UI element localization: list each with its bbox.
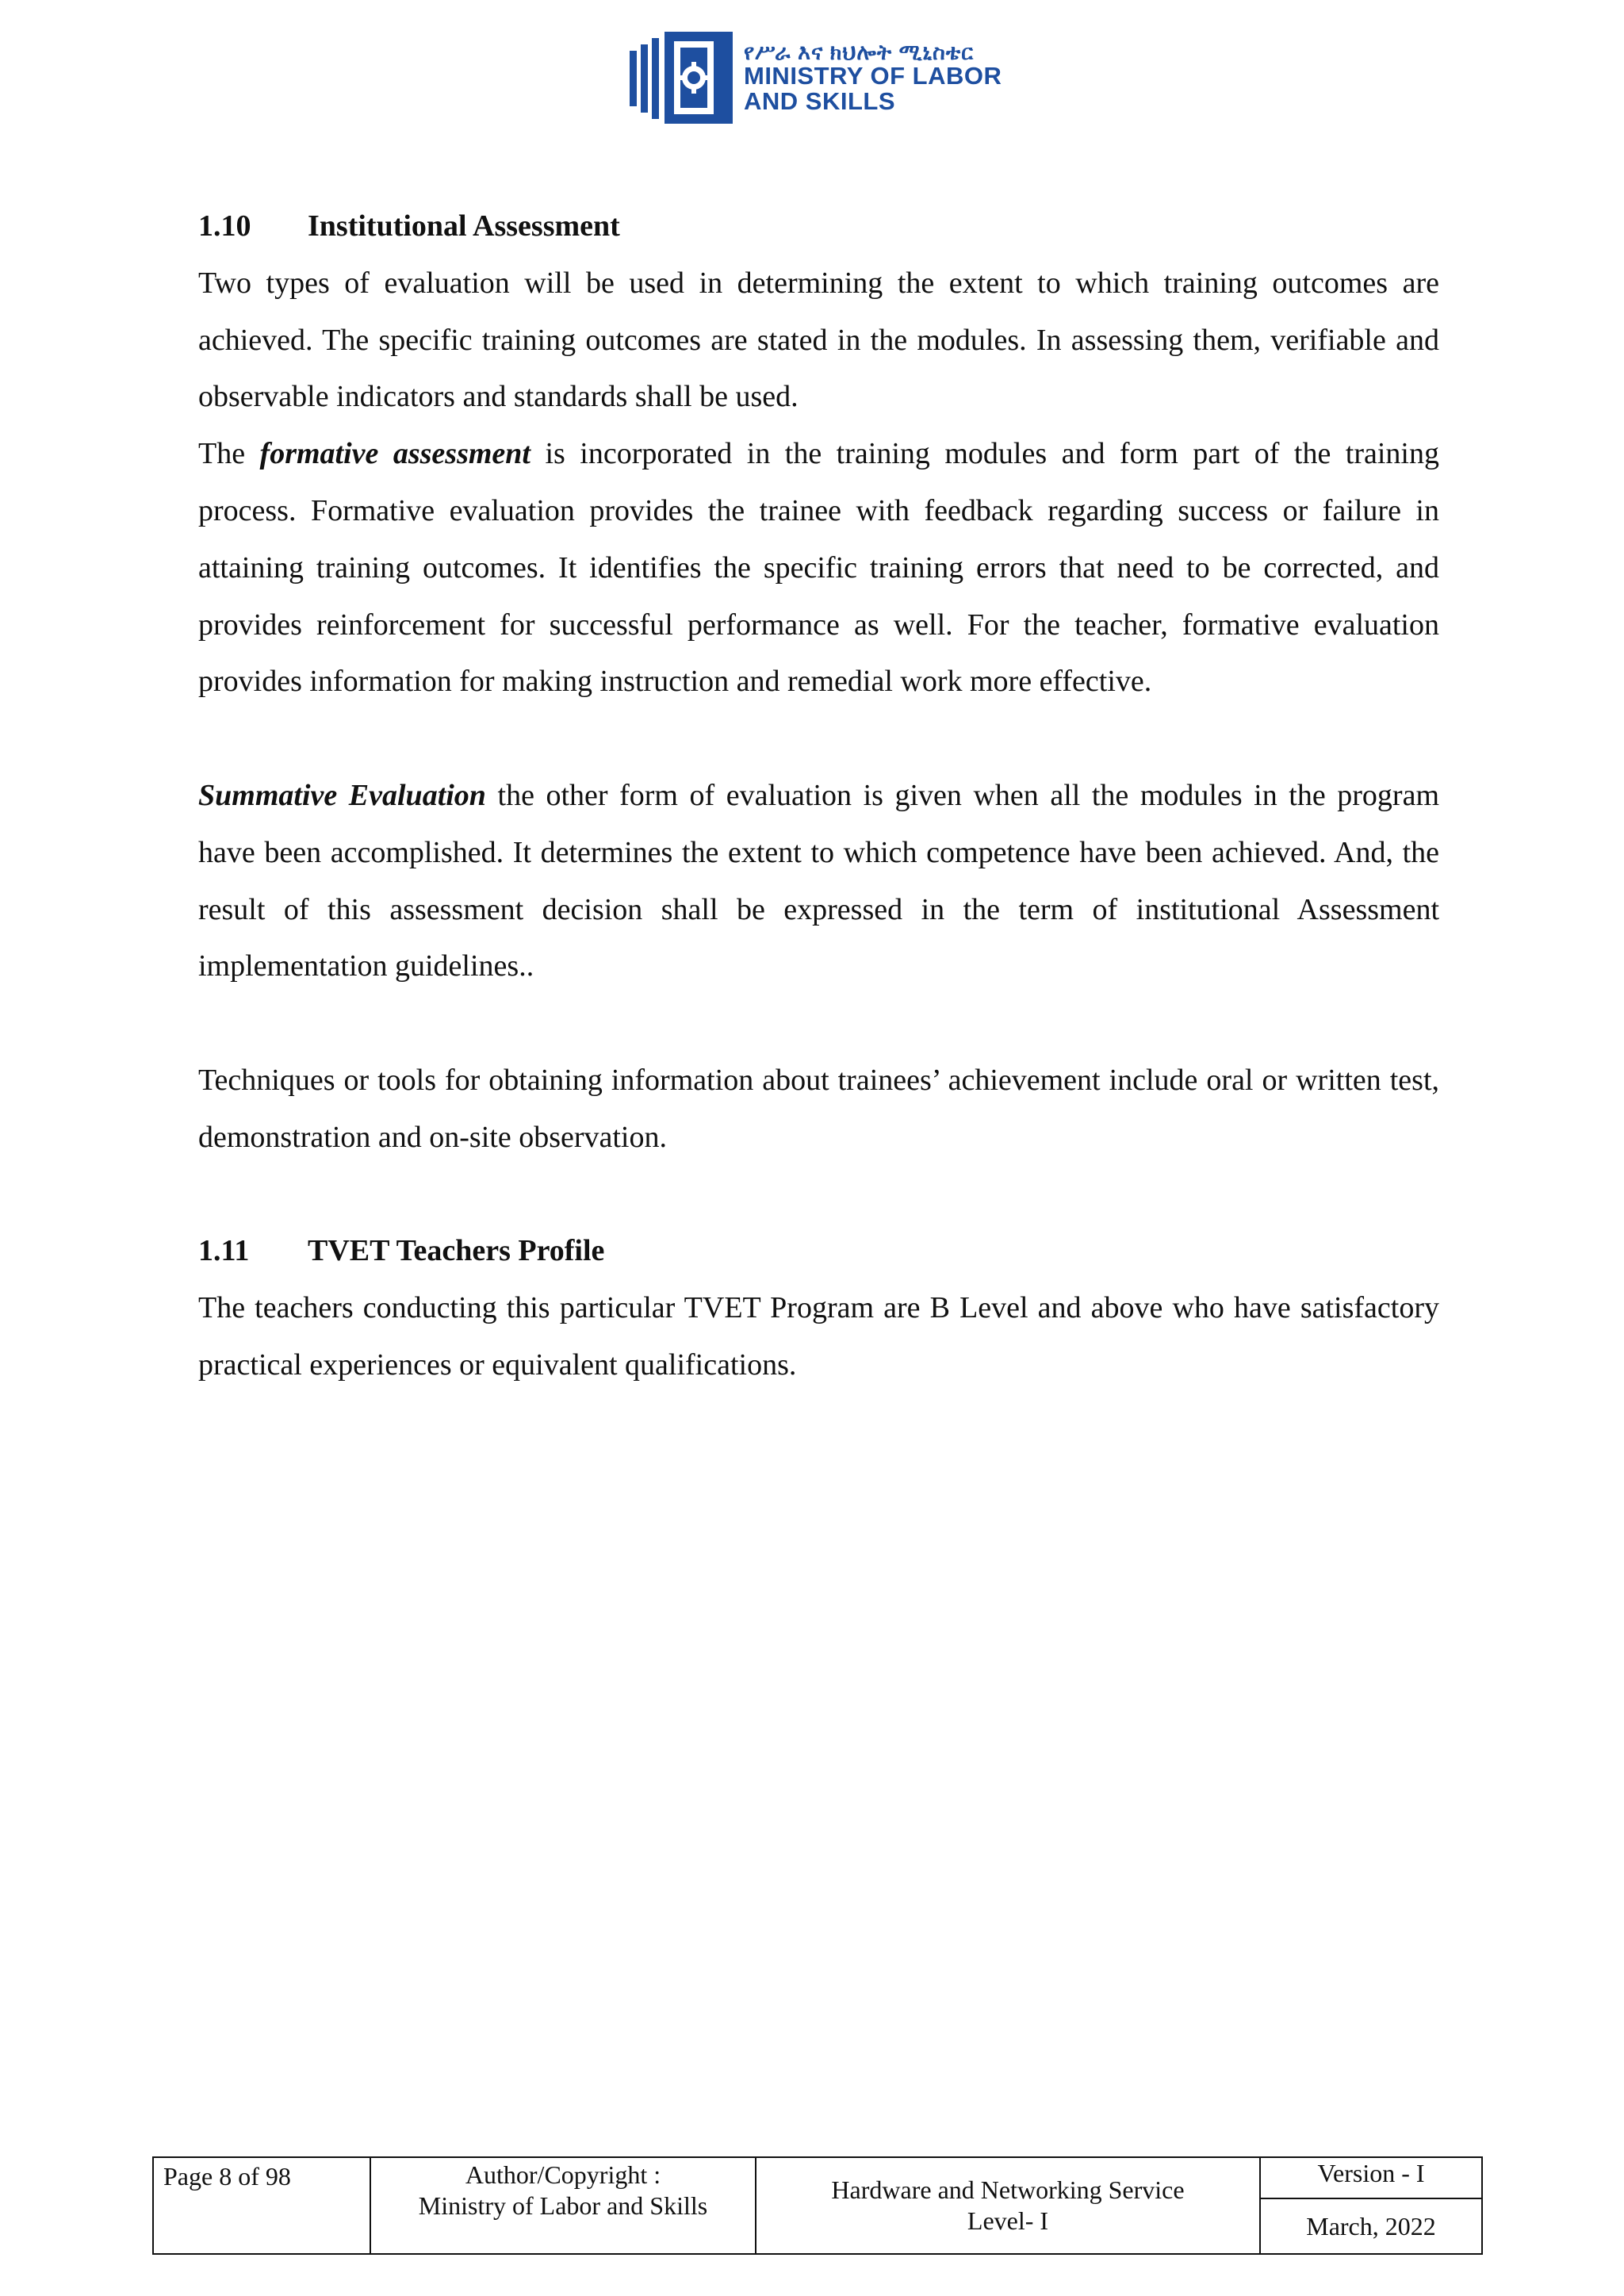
paragraph-text: the other form of evaluation is given when all the modules in the program have been accomplished. It determines the extent to which competence have been achieved. And, the result of this assessment decision shall be expressed in the term of institutional Assessment implementation guidelines.. [198,778,1440,983]
footer-date: March, 2022 [1260,2198,1482,2254]
paragraph-text: The [198,437,260,471]
section-title: Institutional Assessment [308,209,620,243]
paragraph [198,426,1439,711]
logo-amharic-name: የሥራ እና ክህሎት ሚኒስቴር [744,40,975,64]
logo-line-1: MINISTRY OF LABOR [744,62,1002,90]
footer-title-line-1: Hardware and Networking Service [831,2175,1185,2204]
paragraph: Two types of evaluation will be used in determining the extent to which training outcomes are achieved. The specific training outcomes are stated in the modules. In assessing them, verifiable and observable indicators and standards shall be used. [198,266,1439,414]
emphasized-term: Summative Evaluation [198,778,486,812]
section-number: 1.11 [198,1234,250,1268]
paragraph-text: is incorporated in the training modules and form part of the training process. Formative evaluation provides the trainee with feedback regarding success or failure in attaining training outcomes. It identifies the specific training errors that need to be corrected, and provides reinforcement for successful performance as well. For the teacher, formative evaluation provides information for making instruction and remedial work more effective. [198,437,1439,699]
paragraph: Techniques or tools for obtaining information about trainees’ achievement include oral or written test, demonstration and on-site observation. [198,1063,1439,1154]
section-heading [198,1223,1439,1280]
logo-line-2: AND SKILLS [744,86,895,115]
section-number: 1.10 [198,209,251,243]
footer-version: Version - I [1260,2157,1482,2198]
ministry-logo-icon [630,30,733,125]
footer-author [370,2157,756,2254]
paragraph: The teachers conducting this particular TVET Program are B Level and above who have satisfactory practical experiences or equivalent qualifications. [198,1291,1439,1382]
paragraph [198,768,1439,995]
logo-text [744,42,1002,114]
document-body [198,198,1439,1394]
emphasized-term: formative assessment [259,437,530,471]
footer-author-value: Ministry of Labor and Skills [418,2191,708,2220]
footer-page-number: Page 8 of 98 [153,2157,370,2254]
footer-author-label: Author/Copyright : [465,2160,661,2189]
section-heading [198,198,1439,255]
section-title: TVET Teachers Profile [308,1234,605,1268]
page-footer [152,2156,1483,2255]
ministry-logo [630,30,1002,125]
footer-title [756,2157,1260,2254]
footer-title-line-2: Level- I [967,2206,1049,2235]
